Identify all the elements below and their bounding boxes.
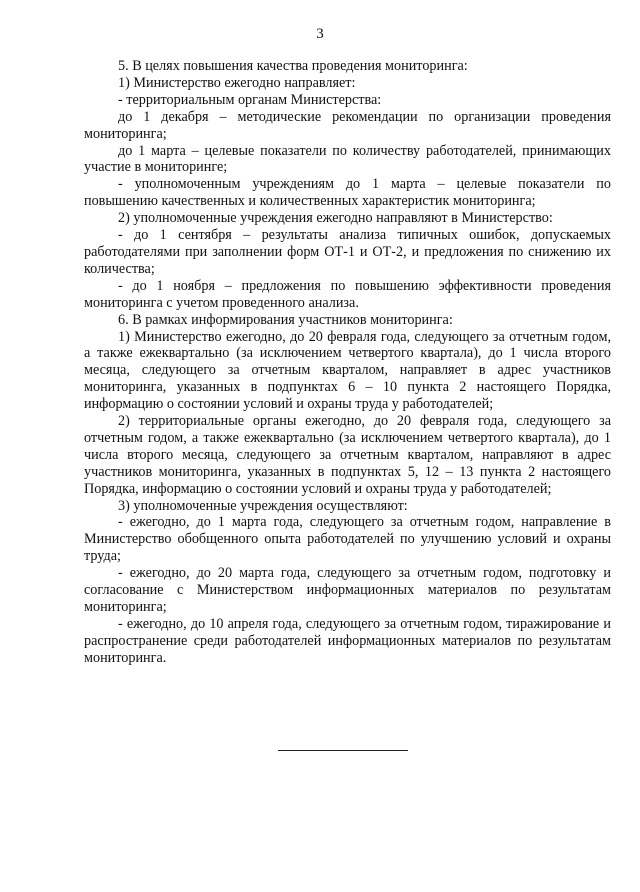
paragraph-6-3-march-1: - ежегодно, до 1 марта года, следующего за отчетным годом, направление в Министерство обобщенного опыта работодателей по улучшению условий и охраны труда;: [84, 514, 611, 565]
paragraph-6-3-april-10: - ежегодно, до 10 апреля года, следующего за отчетным годом, тиражирование и распространение среди работодателей информационных материалов по результатам мониторинга.: [84, 615, 611, 666]
paragraph-5-2-november: - до 1 ноября – предложения по повышению эффективности проведения мониторинга с учетом проведенного анализа.: [84, 277, 611, 311]
paragraph-6-heading: 6. В рамках информирования участников мониторинга:: [118, 311, 453, 328]
paragraph-5-2: 2) уполномоченные учреждения ежегодно направляют в Министерство:: [118, 210, 553, 227]
document-body: [84, 58, 611, 667]
paragraph-6-3-march-20: - ежегодно, до 20 марта года, следующего за отчетным годом, подготовку и согласование с Министерством информационных материалов по результатам мониторинга;: [84, 565, 611, 615]
paragraph-5-1-institutions: - уполномоченным учреждениям до 1 марта – целевые показатели по повышению качественных и количественных характеристик мониторинга;: [84, 176, 611, 210]
paragraph-6-2: 2) территориальные органы ежегодно, до 20 февраля года, следующего за отчетным годом, а также ежеквартально (за исключением четвертого квартала), до 1 числа второго месяца, следующего за отчетным кварталом, направляют в адрес участников мониторинга, указанных в подпунктах 5, 12 – 13 пункта 2 настоящего Порядка, информацию о состоянии условий и охраны труда у работодателей;: [84, 413, 611, 497]
paragraph-6-1: 1) Министерство ежегодно, до 20 февраля года, следующего за отчетным годом, а также ежеквартально (за исключением четвертого квартала), до 1 числа второго месяца, следующего за отчетным кварталом, направляет в адрес участников мониторинга, указанных в подпунктах 6 – 10 пункта 2 настоящего Порядка, информацию о состоянии условий и охраны труда у работодателей;: [84, 328, 611, 413]
paragraph-5-1-territorial: - территориальным органам Министерства:: [118, 91, 382, 108]
paragraph-5-2-september: - до 1 сентября – результаты анализа типичных ошибок, допускаемых работодателями при заполнении форм ОТ-1 и ОТ-2, и предложения по снижению их количества;: [84, 227, 611, 277]
paragraph-5-1-march: до 1 марта – целевые показатели по количеству работодателей, принимающих участие в мониторинге;: [84, 142, 611, 176]
paragraph-5-1-december: до 1 декабря – методические рекомендации по организации проведения мониторинга;: [84, 108, 611, 142]
end-divider-line: [278, 750, 408, 751]
paragraph-6-3: 3) уполномоченные учреждения осуществляют:: [118, 497, 408, 514]
paragraph-5-1: 1) Министерство ежегодно направляет:: [118, 74, 356, 91]
page-number: 3: [316, 26, 324, 42]
paragraph-5-heading: 5. В целях повышения качества проведения мониторинга:: [118, 58, 468, 74]
